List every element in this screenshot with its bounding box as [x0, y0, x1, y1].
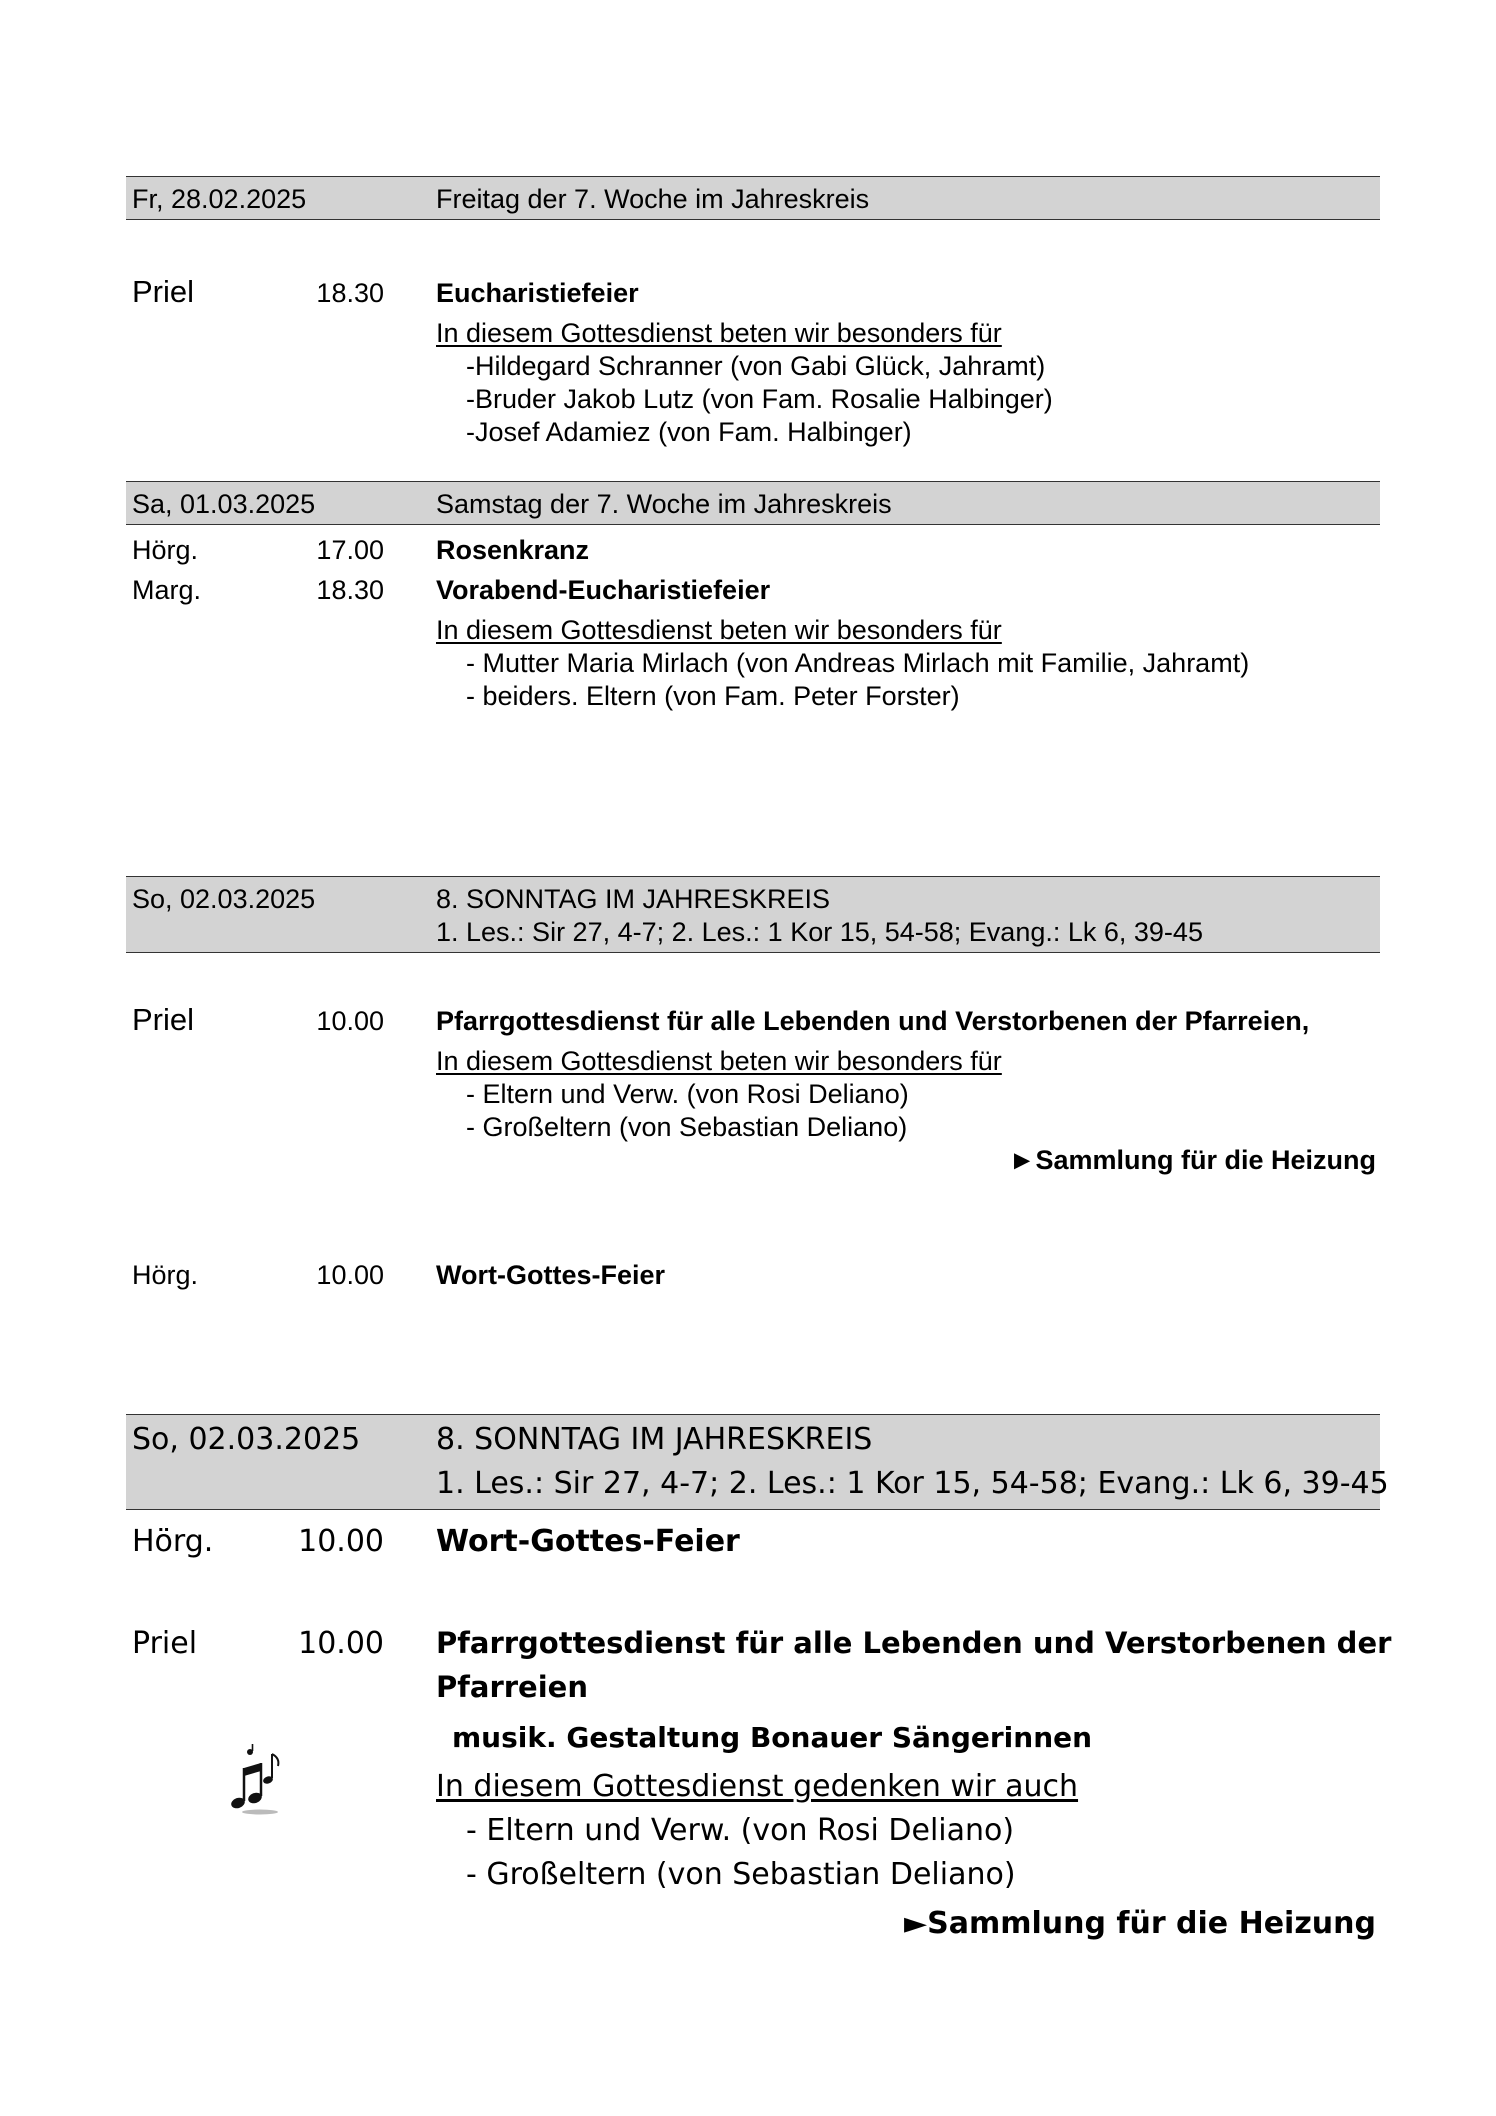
music-notes-icon: [228, 1744, 292, 1816]
intention-item: - Eltern und Verw. (von Rosi Deliano): [466, 1079, 909, 1109]
service-title: Rosenkranz: [436, 535, 590, 565]
day-title: Samstag der 7. Woche im Jahreskreis: [436, 489, 892, 519]
day-title: 8. SONNTAG IM JAHRESKREIS: [436, 884, 831, 914]
place: Marg.: [132, 575, 202, 605]
intentions-intro: In diesem Gottesdienst gedenken wir auch: [436, 1769, 1079, 1804]
time: 17.00: [316, 535, 384, 565]
intention-item: - Mutter Maria Mirlach (von Andreas Mirlach mit Familie, Jahramt): [466, 648, 1250, 678]
music-note: musik. Gestaltung Bonauer Sängerinnen: [452, 1721, 1093, 1754]
service-title: Pfarrgottesdienst für alle Lebenden und Verstorbenen der Pfarreien,: [436, 1006, 1310, 1036]
collection-note: ►Sammlung für die Heizung: [1008, 1145, 1376, 1175]
time: 10.00: [298, 1524, 384, 1559]
service-title-line2: Pfarreien: [436, 1670, 588, 1704]
day-title: Freitag der 7. Woche im Jahreskreis: [436, 184, 870, 214]
place: Hörg.: [132, 1260, 199, 1290]
intention-item: - Großeltern (von Sebastian Deliano): [466, 1857, 1016, 1892]
intention-item: -Bruder Jakob Lutz (von Fam. Rosalie Halbinger): [466, 384, 1053, 414]
intentions-intro: In diesem Gottesdienst beten wir besonders für: [436, 318, 1002, 348]
intentions-intro: In diesem Gottesdienst beten wir besonders für: [436, 615, 1002, 645]
place: Priel: [132, 1626, 198, 1661]
day-date: So, 02.03.2025: [132, 884, 316, 914]
service-title: Vorabend-Eucharistiefeier: [436, 575, 771, 605]
collection-note: ►Sammlung für die Heizung: [904, 1906, 1376, 1941]
readings: 1. Les.: Sir 27, 4-7; 2. Les.: 1 Kor 15, 54-58; Evang.: Lk 6, 39-45: [436, 1466, 1389, 1501]
intentions-intro: In diesem Gottesdienst beten wir besonders für: [436, 1046, 1002, 1076]
intention-item: - Eltern und Verw. (von Rosi Deliano): [466, 1813, 1015, 1848]
day-date: Sa, 01.03.2025: [132, 489, 316, 519]
time: 18.30: [316, 575, 384, 605]
time: 10.00: [316, 1006, 384, 1036]
intention-item: -Hildegard Schranner (von Gabi Glück, Jahramt): [466, 351, 1046, 381]
time: 10.00: [298, 1626, 384, 1661]
readings: 1. Les.: Sir 27, 4-7; 2. Les.: 1 Kor 15, 54-58; Evang.: Lk 6, 39-45: [436, 917, 1203, 947]
intention-item: - Großeltern (von Sebastian Deliano): [466, 1112, 908, 1142]
place: Priel: [132, 274, 195, 309]
day-date: Fr, 28.02.2025: [132, 184, 307, 214]
intention-item: - beiders. Eltern (von Fam. Peter Forster): [466, 681, 960, 711]
time: 18.30: [316, 278, 384, 308]
service-title-line1: Pfarrgottesdienst für alle Lebenden und Verstorbenen der: [436, 1626, 1392, 1660]
intention-item: -Josef Adamiez (von Fam. Halbinger): [466, 417, 912, 447]
place: Hörg.: [132, 1524, 214, 1559]
service-title: Wort-Gottes-Feier: [436, 1524, 740, 1559]
place: Hörg.: [132, 535, 199, 565]
day-date: So, 02.03.2025: [132, 1422, 361, 1457]
place: Priel: [132, 1002, 195, 1037]
service-title: Wort-Gottes-Feier: [436, 1260, 666, 1290]
time: 10.00: [316, 1260, 384, 1290]
service-title: Eucharistiefeier: [436, 278, 639, 308]
day-title: 8. SONNTAG IM JAHRESKREIS: [436, 1422, 873, 1457]
